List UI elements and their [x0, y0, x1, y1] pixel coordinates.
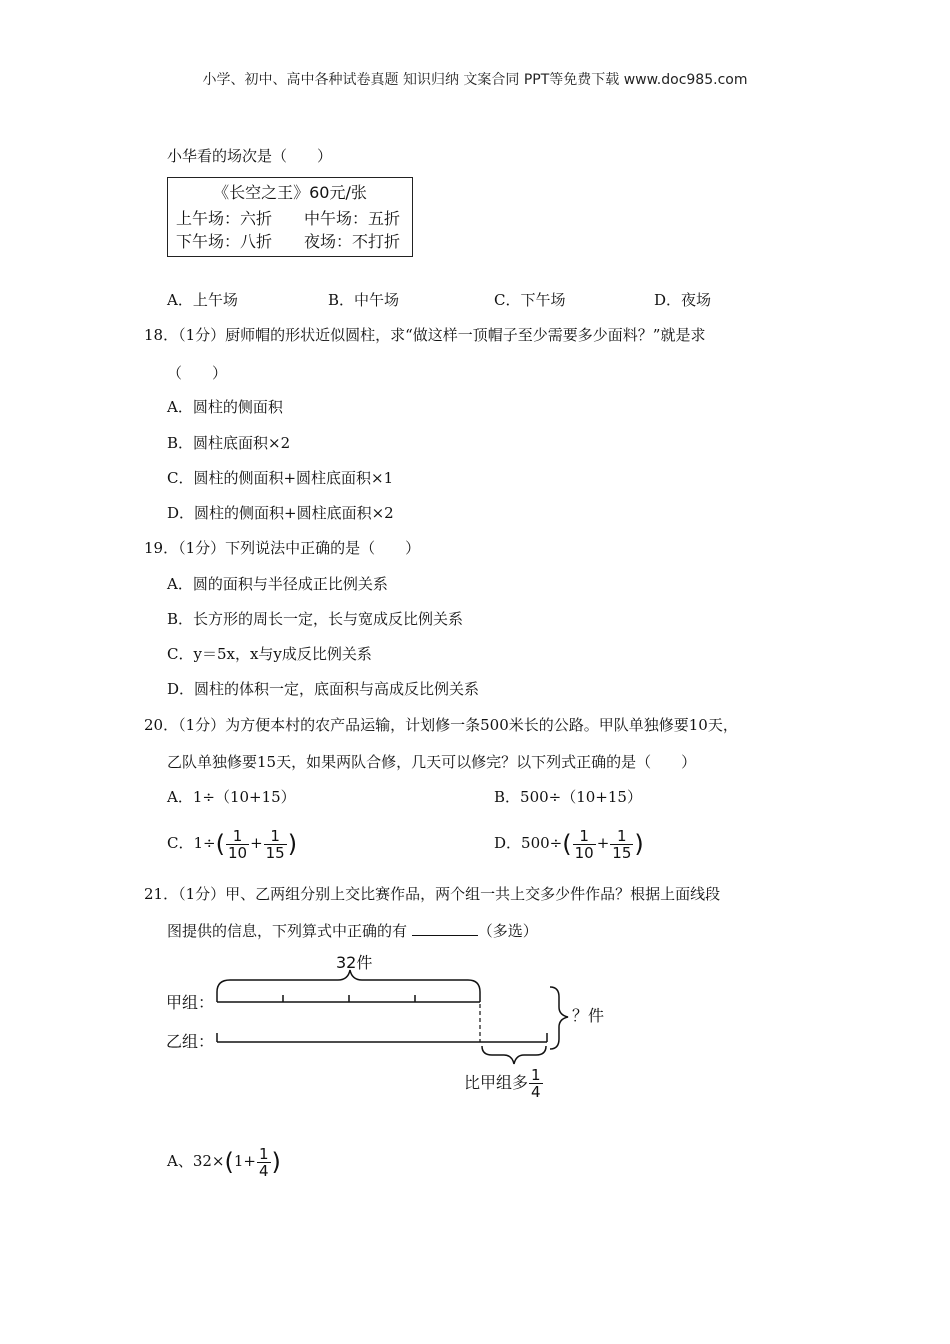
q20-option-a[interactable]: A．1÷（10+15）	[167, 788, 296, 806]
fraction-1-15: $\frac{1}{15}$	[265, 826, 285, 862]
q21-option-a[interactable]: A、32×(1+ $\frac{1}{4}$ )	[167, 1144, 281, 1180]
ticket-noon: 中午场：五折	[304, 209, 401, 228]
q19-option-d[interactable]: D．圆柱的体积一定，底面积与高成反比例关系	[167, 680, 480, 698]
right-brace	[550, 987, 568, 1049]
plus-sign: +	[250, 834, 263, 852]
ticket-price-box	[167, 177, 413, 257]
q18-stem: 18．（1分）厨师帽的形状近似圆柱，求“做这样一顶帽子至少需要多少面料？”就是求	[144, 326, 706, 344]
q17-option-a[interactable]: A．上午场	[167, 291, 238, 309]
page-header: 小学、初中、高中各种试卷真题 知识归纳 文案合同 PPT等免费下载 www.doc985.com	[202, 72, 748, 88]
fraction-1-4: $\frac{1}{4}$	[531, 1066, 541, 1101]
left-paren: (	[562, 830, 572, 858]
q19-option-c[interactable]: C．y＝5x，x与y成反比例关系	[167, 645, 372, 663]
q18-option-d[interactable]: D．圆柱的侧面积+圆柱底面积×2	[167, 504, 394, 522]
q21-stem: 21．（1分）甲、乙两组分别上交比赛作品，两个组一共上交多少件作品？根据上面线段	[144, 885, 721, 903]
right-paren: )	[271, 1148, 281, 1176]
q20-option-d[interactable]	[494, 823, 644, 864]
segment-diagram	[160, 945, 620, 1115]
fraction-1-10: $\frac{1}{10}$	[227, 826, 248, 862]
yi-label: 乙组：	[166, 1032, 215, 1051]
plus-sign: +	[596, 834, 610, 852]
q20-stem: 20．（1分）为方便本村的农产品运输，计划修一条500米长的公路。甲队单独修要10天，	[144, 716, 738, 734]
q20-option-d-prefix: D．500÷	[494, 834, 563, 852]
ticket-afternoon: 下午场：八折	[176, 232, 273, 251]
top-brace	[217, 970, 480, 992]
fraction-1-4: $\frac{1}{4}$	[259, 1144, 269, 1180]
q21-stem-line2: 图提供的信息，下列算式中正确的有 （多选）	[167, 922, 538, 940]
q17-option-c[interactable]: C．下午场	[494, 291, 566, 309]
ticket-title: 《长空之王》60元/张	[213, 183, 367, 202]
q20-option-b[interactable]: B．500÷（10+15）	[494, 788, 642, 806]
q20-stem-line2: 乙队单独修要15天，如果两队合修，几天可以修完？以下列式正确的是（ ）	[167, 753, 697, 771]
left-paren: (	[224, 1148, 234, 1176]
ticket-morning: 上午场：六折	[176, 209, 273, 228]
q20-option-c[interactable]	[167, 823, 297, 864]
q19-stem: 19．（1分）下列说法中正确的是（ ）	[144, 539, 421, 557]
answer-blank[interactable]	[412, 921, 478, 936]
total-label: 32件	[336, 953, 373, 972]
right-paren: )	[287, 830, 298, 858]
q18-option-c[interactable]: C．圆柱的侧面积+圆柱底面积×1	[167, 469, 394, 487]
q20-option-c-prefix: C．1÷	[167, 834, 216, 852]
jia-label: 甲组：	[166, 993, 215, 1012]
q19-option-a[interactable]: A．圆的面积与半径成正比例关系	[167, 575, 388, 593]
q17-option-b[interactable]: B．中午场	[328, 291, 400, 309]
q18-stem-paren: （ ）	[167, 364, 228, 382]
q17-stem: 小华看的场次是（ ）	[167, 147, 333, 165]
more-label: 比甲组多 $\frac{1}{4}$	[464, 1066, 541, 1101]
q18-option-b[interactable]: B．圆柱底面积×2	[167, 434, 291, 452]
q19-option-b[interactable]: B．长方形的周长一定，长与宽成反比例关系	[167, 610, 464, 628]
bottom-brace	[482, 1046, 546, 1064]
left-paren: (	[215, 830, 225, 858]
fraction-1-15: $\frac{1}{15}$	[612, 826, 632, 862]
question-label: ？件	[572, 1006, 605, 1025]
ticket-night: 夜场：不打折	[304, 232, 401, 251]
fraction-1-10: $\frac{1}{10}$	[574, 826, 594, 862]
q21-option-a-prefix: A、32×	[167, 1152, 225, 1170]
q17-option-d[interactable]: D．夜场	[654, 291, 712, 309]
right-paren: )	[634, 830, 644, 858]
q18-option-a[interactable]: A．圆柱的侧面积	[167, 398, 283, 416]
